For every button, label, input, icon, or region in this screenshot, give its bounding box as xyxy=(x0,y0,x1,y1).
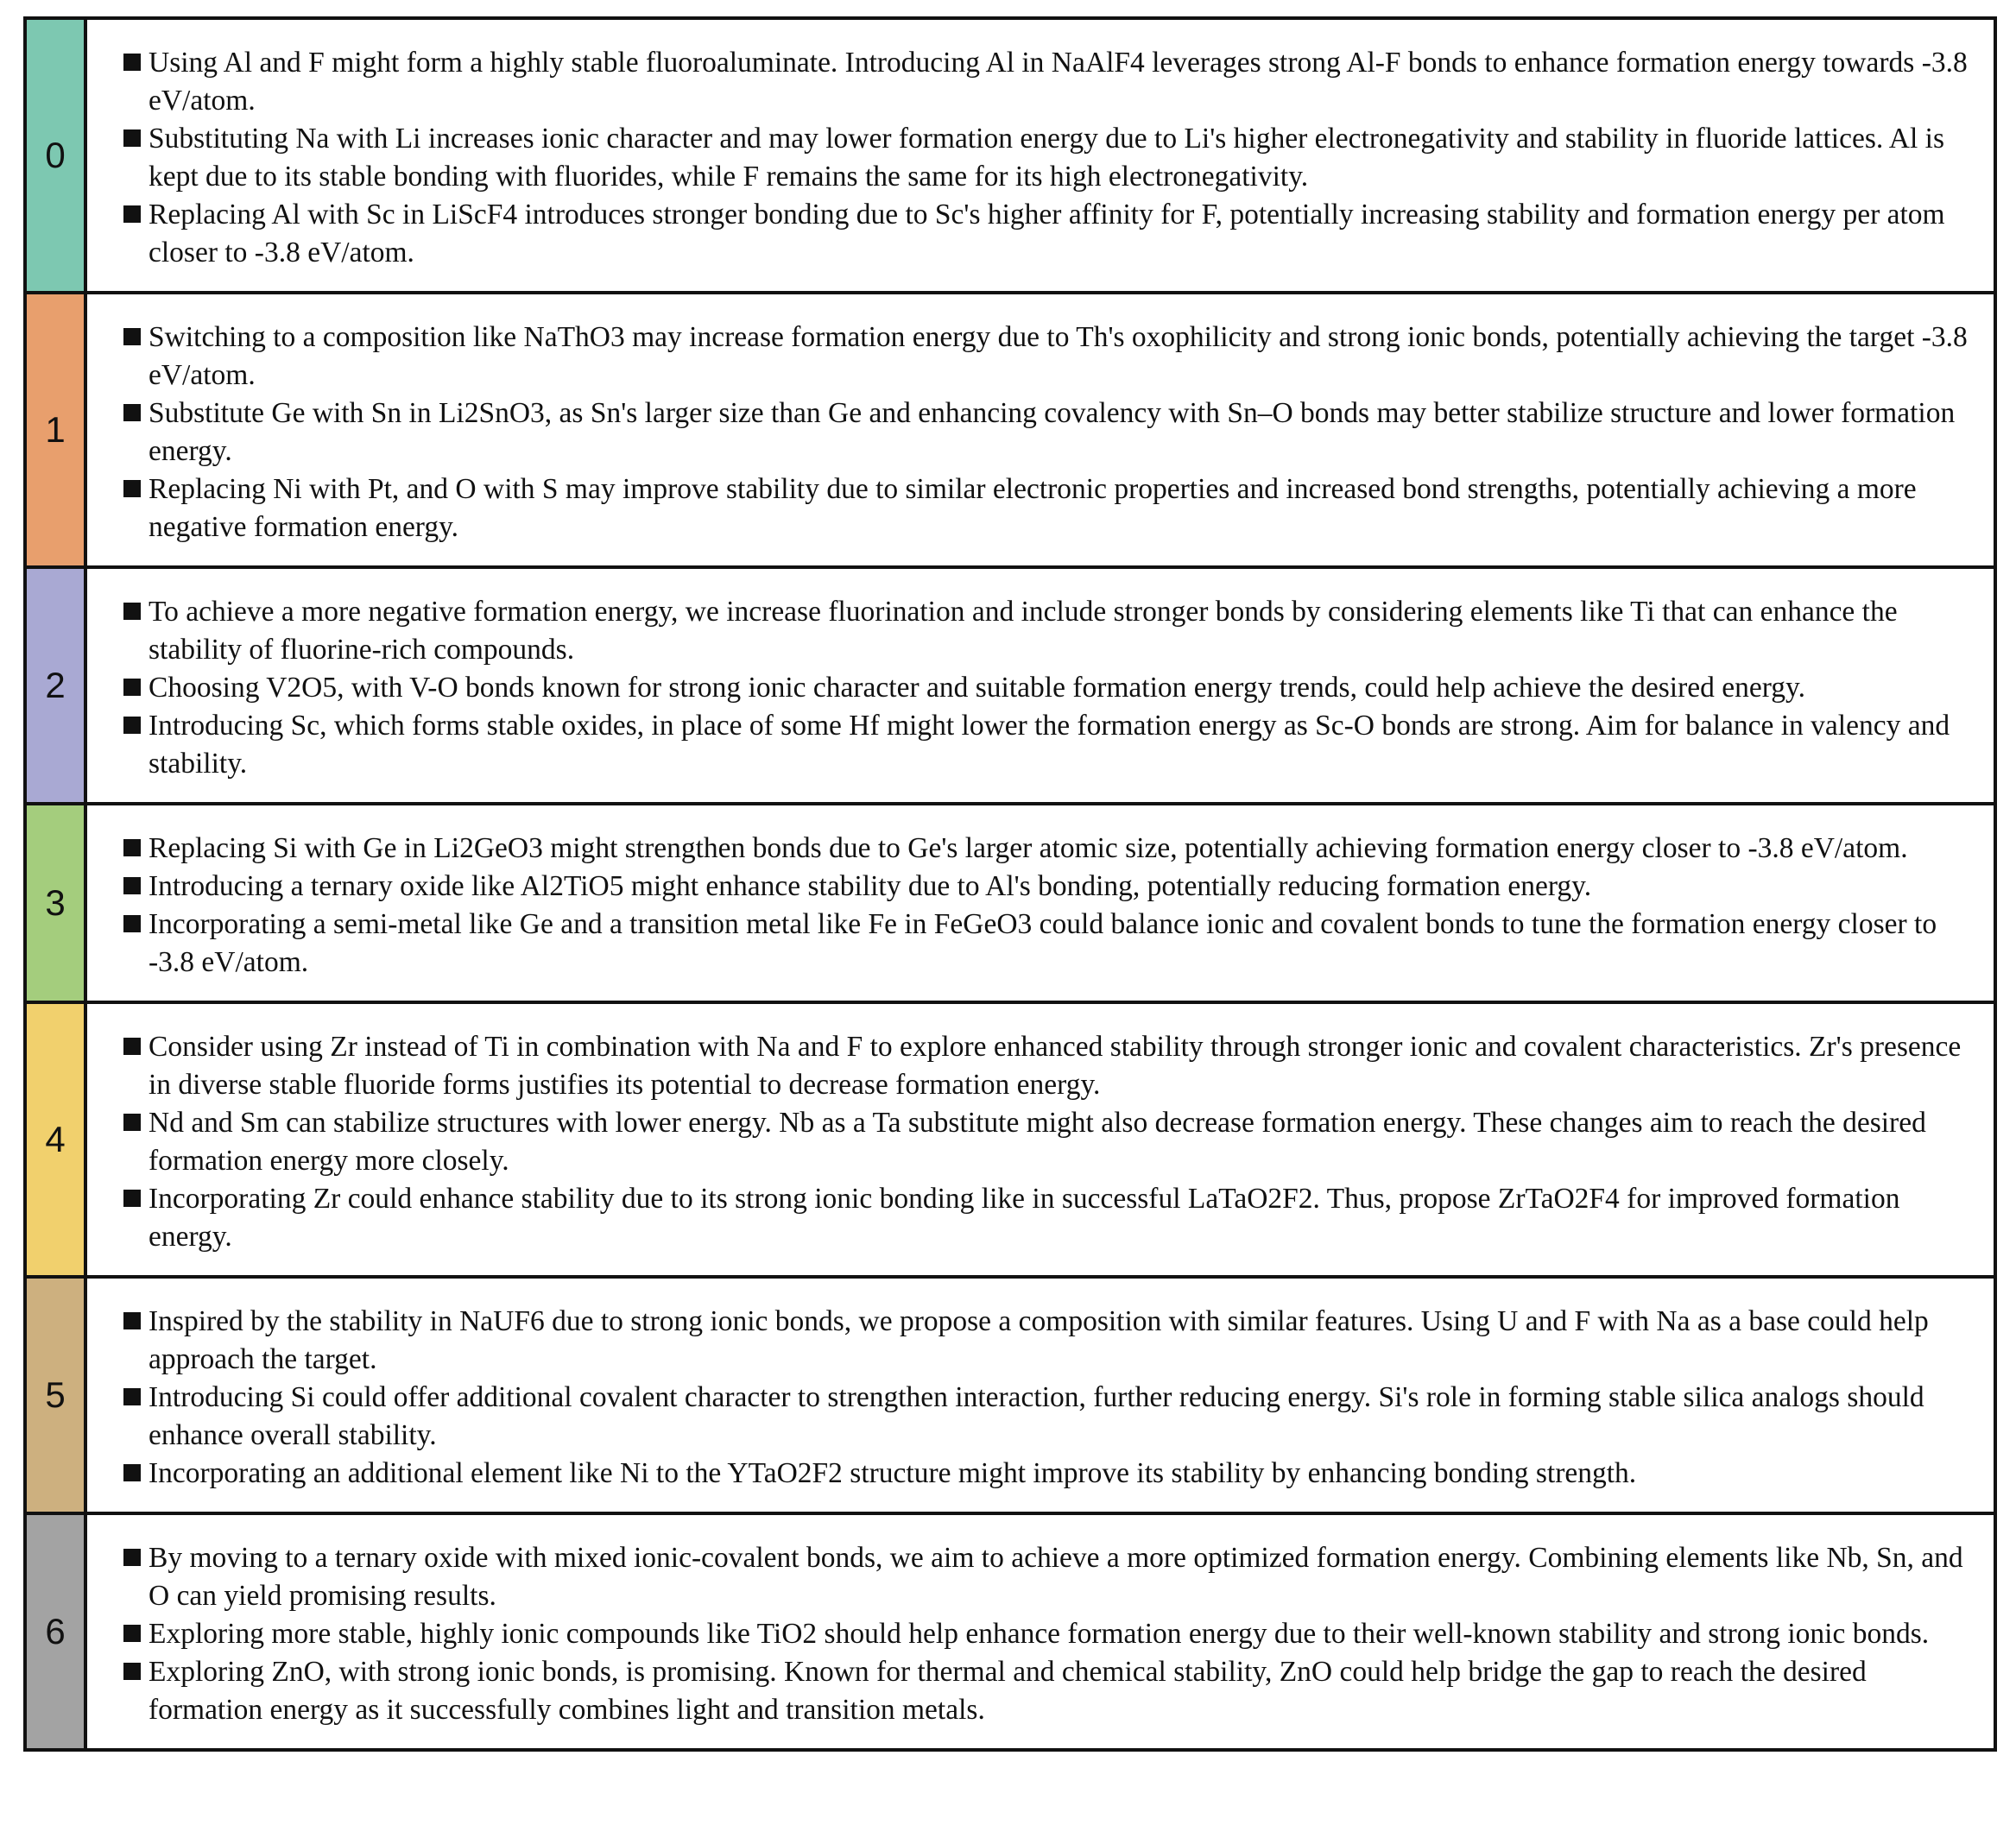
square-bullet-icon xyxy=(123,480,141,497)
bullet-text: Choosing V2O5, with V-O bonds known for strong ionic character and suitable formation energy trends, could help achieve the desired energy. xyxy=(149,672,1805,704)
square-bullet-icon xyxy=(123,1190,141,1207)
bullet-text: Introducing Sc, which forms stable oxides, in place of some Hf might lower the formation energy as Sc-O bonds are strong. Aim for balance in valency and stability. xyxy=(149,710,1950,780)
bullet-item xyxy=(123,906,1978,982)
bullet-list xyxy=(123,593,1978,783)
bullet-text: By moving to a ternary oxide with mixed ionic-covalent bonds, we aim to achieve a more optimized formation energy. Combining elements like Nb, Sn, and O can yield promising results. xyxy=(149,1542,1963,1612)
table-row xyxy=(27,20,1994,294)
bullet-item xyxy=(123,1455,1978,1493)
bullet-item xyxy=(123,1104,1978,1180)
row-index-cell: 1 xyxy=(27,294,87,565)
table-row xyxy=(27,569,1994,805)
bullet-item xyxy=(123,1539,1978,1615)
bullet-item xyxy=(123,470,1978,546)
square-bullet-icon xyxy=(123,1663,141,1680)
row-index-cell: 4 xyxy=(27,1004,87,1275)
rationale-table xyxy=(23,16,1997,1752)
bullet-text: Switching to a composition like NaThO3 may increase formation energy due to Th's oxophilicity and strong ionic bonds, potentially achieving the target -3.8 eV/atom. xyxy=(149,321,1968,391)
bullet-text: Incorporating a semi-metal like Ge and a transition metal like Fe in FeGeO3 could balance ionic and covalent bonds to tune the formation energy closer to -3.8 eV/atom. xyxy=(149,908,1937,978)
bullet-text: To achieve a more negative formation energy, we increase fluorination and include stronger bonds by considering elements like Ti that can enhance the stability of fluorine-rich compounds. xyxy=(149,596,1898,666)
bullet-text: Replacing Si with Ge in Li2GeO3 might strengthen bonds due to Ge's larger atomic size, potentially achieving formation energy closer to -3.8 eV/atom. xyxy=(149,832,1908,864)
square-bullet-icon xyxy=(123,1549,141,1566)
square-bullet-icon xyxy=(123,328,141,345)
row-content xyxy=(87,20,1994,291)
bullet-item xyxy=(123,1653,1978,1729)
bullet-text: Using Al and F might form a highly stable fluoroaluminate. Introducing Al in NaAlF4 leverages strong Al-F bonds to enhance formation energy towards -3.8 eV/atom. xyxy=(149,47,1968,117)
table-row xyxy=(27,1515,1994,1748)
bullet-item xyxy=(123,1615,1978,1653)
row-index-cell: 0 xyxy=(27,20,87,291)
row-content xyxy=(87,1279,1994,1512)
bullet-text: Exploring more stable, highly ionic compounds like TiO2 should help enhance formation energy due to their well-known stability and strong ionic bonds. xyxy=(149,1618,1930,1650)
bullet-text: Substituting Na with Li increases ionic character and may lower formation energy due to Li's higher electronegativity and stability in fluoride lattices. Al is kept due to its stable bonding with fluorides, while F remains the same for its high electronegativity. xyxy=(149,123,1944,193)
table-row xyxy=(27,1279,1994,1515)
row-content xyxy=(87,569,1994,802)
square-bullet-icon xyxy=(123,1114,141,1131)
bullet-list xyxy=(123,830,1978,982)
row-index-cell: 6 xyxy=(27,1515,87,1748)
bullet-item xyxy=(123,1379,1978,1455)
row-index-cell: 2 xyxy=(27,569,87,802)
square-bullet-icon xyxy=(123,877,141,894)
bullet-text: Replacing Ni with Pt, and O with S may improve stability due to similar electronic properties and increased bond strengths, potentially achieving a more negative formation energy. xyxy=(149,473,1917,543)
square-bullet-icon xyxy=(123,1312,141,1329)
bullet-item xyxy=(123,1028,1978,1104)
bullet-list xyxy=(123,1303,1978,1493)
bullet-text: Inspired by the stability in NaUF6 due to strong ionic bonds, we propose a composition with similar features. Using U and F with Na as a base could help approach the target. xyxy=(149,1305,1929,1375)
square-bullet-icon xyxy=(123,205,141,223)
bullet-item xyxy=(123,120,1978,196)
bullet-item xyxy=(123,593,1978,669)
square-bullet-icon xyxy=(123,1038,141,1055)
bullet-list xyxy=(123,44,1978,272)
square-bullet-icon xyxy=(123,404,141,421)
bullet-item xyxy=(123,1303,1978,1379)
bullet-item xyxy=(123,319,1978,395)
bullet-item xyxy=(123,395,1978,470)
bullet-text: Exploring ZnO, with strong ionic bonds, is promising. Known for thermal and chemical stability, ZnO could help bridge the gap to reach the desired formation energy as it successfully combines light and transition metals. xyxy=(149,1656,1867,1726)
bullet-text: Substitute Ge with Sn in Li2SnO3, as Sn's larger size than Ge and enhancing covalency with Sn–O bonds may better stabilize structure and lower formation energy. xyxy=(149,397,1956,467)
bullet-text: Introducing Si could offer additional covalent character to strengthen interaction, further reducing energy. Si's role in forming stable silica analogs should enhance overall stability. xyxy=(149,1381,1924,1451)
bullet-text: Incorporating an additional element like Ni to the YTaO2F2 structure might improve its stability by enhancing bonding strength. xyxy=(149,1457,1637,1489)
row-content xyxy=(87,805,1994,1001)
bullet-list xyxy=(123,1539,1978,1729)
square-bullet-icon xyxy=(123,1625,141,1642)
bullet-text: Incorporating Zr could enhance stability due to its strong ionic bonding like in successful LaTaO2F2. Thus, propose ZrTaO2F4 for improved formation energy. xyxy=(149,1183,1900,1253)
row-content xyxy=(87,294,1994,565)
bullet-item xyxy=(123,196,1978,272)
square-bullet-icon xyxy=(123,54,141,71)
table-row xyxy=(27,1004,1994,1279)
bullet-item xyxy=(123,44,1978,120)
bullet-text: Consider using Zr instead of Ti in combination with Na and F to explore enhanced stability through stronger ionic and covalent characteristics. Zr's presence in diverse stable fluoride forms justifies its potential to decrease formation energy. xyxy=(149,1031,1962,1101)
square-bullet-icon xyxy=(123,1464,141,1481)
square-bullet-icon xyxy=(123,679,141,696)
bullet-text: Replacing Al with Sc in LiScF4 introduces stronger bonding due to Sc's higher affinity for F, potentially increasing stability and formation energy per atom closer to -3.8 eV/atom. xyxy=(149,199,1945,268)
square-bullet-icon xyxy=(123,915,141,932)
row-content xyxy=(87,1004,1994,1275)
bullet-item xyxy=(123,669,1978,707)
row-content xyxy=(87,1515,1994,1748)
bullet-list xyxy=(123,319,1978,546)
square-bullet-icon xyxy=(123,839,141,856)
bullet-item xyxy=(123,1180,1978,1256)
row-index-cell: 5 xyxy=(27,1279,87,1512)
square-bullet-icon xyxy=(123,603,141,620)
bullet-text: Nd and Sm can stabilize structures with lower energy. Nb as a Ta substitute might also decrease formation energy. These changes aim to reach the desired formation energy more closely. xyxy=(149,1107,1926,1177)
bullet-list xyxy=(123,1028,1978,1256)
bullet-item xyxy=(123,830,1978,868)
square-bullet-icon xyxy=(123,717,141,734)
bullet-item xyxy=(123,707,1978,783)
bullet-item xyxy=(123,868,1978,906)
table-row xyxy=(27,294,1994,569)
row-index-cell: 3 xyxy=(27,805,87,1001)
square-bullet-icon xyxy=(123,129,141,147)
square-bullet-icon xyxy=(123,1388,141,1405)
bullet-text: Introducing a ternary oxide like Al2TiO5 might enhance stability due to Al's bonding, potentially reducing formation energy. xyxy=(149,870,1592,902)
table-row xyxy=(27,805,1994,1004)
